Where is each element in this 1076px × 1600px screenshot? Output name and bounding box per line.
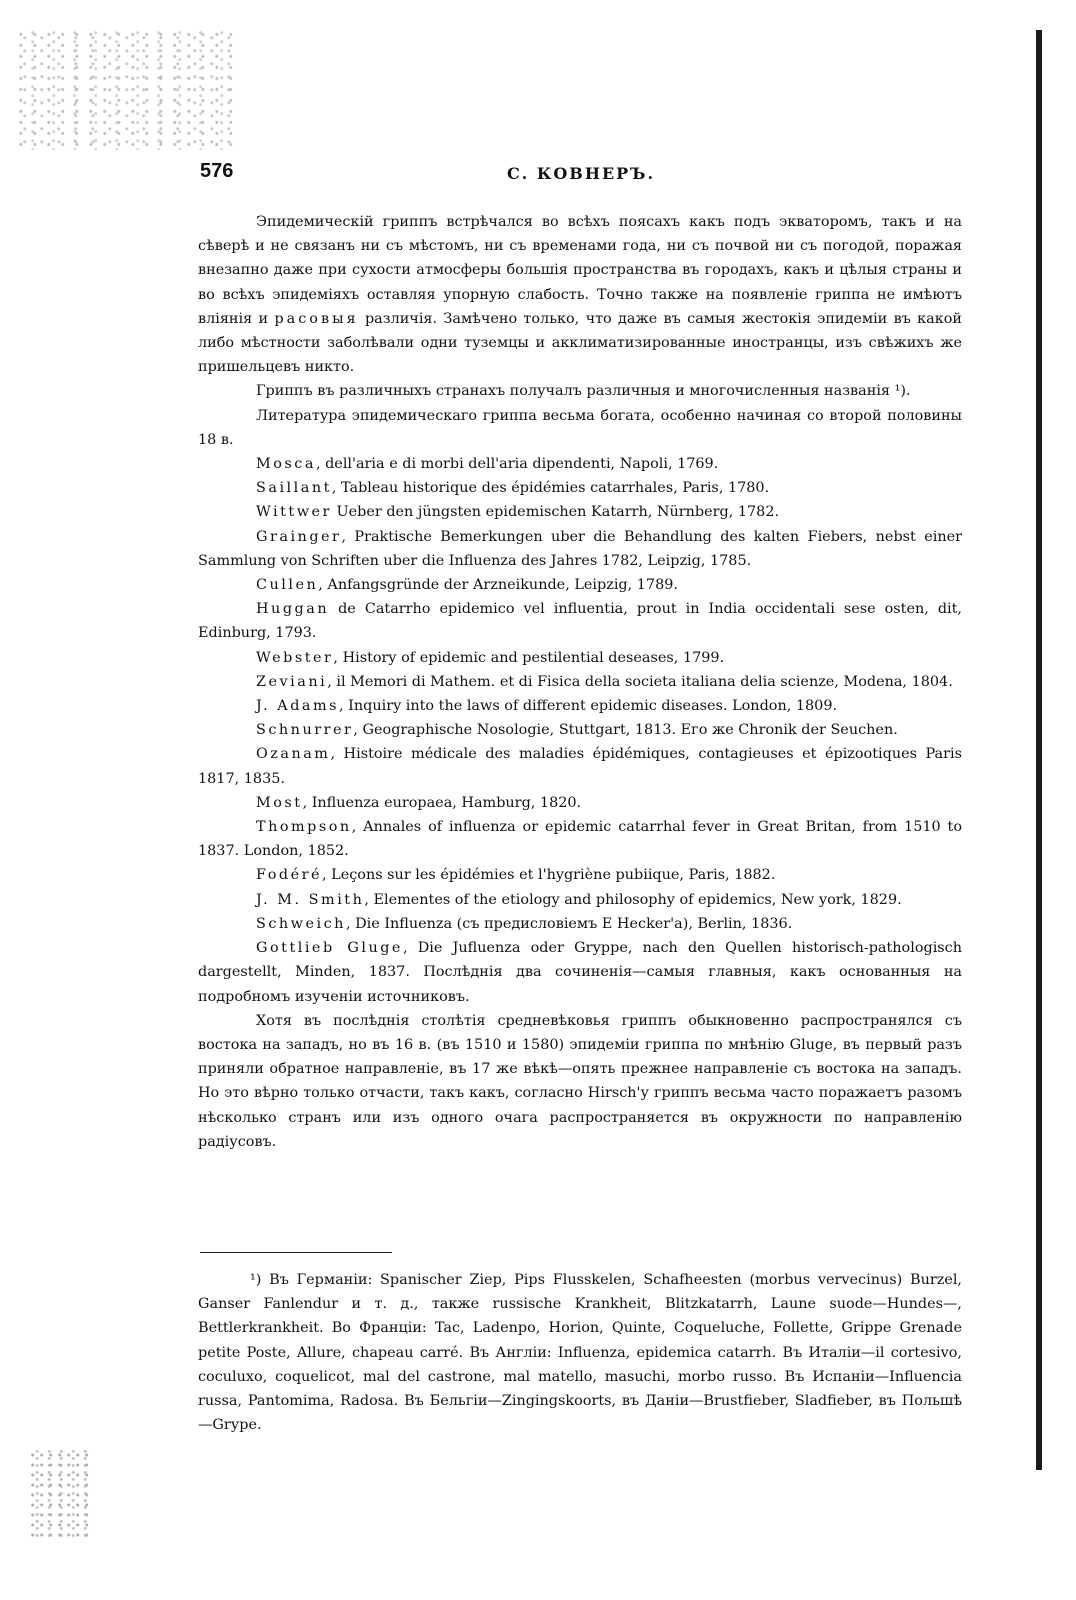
- paragraph-1-text: Эпидемическiй гриппъ встрѣчался во всѣхъ поясахъ какъ подъ экваторомъ, такъ и на сѣверѣ и не связанъ ни съ мѣстомъ, ни съ временами года, ни съ почвой ни съ погодой, поражая внезапно даже при сухости атмосферы большiя пространства въ городахъ, какъ и цѣлыя страны и во всѣхъ эпидемiяхъ оставляя упорную слабость. Точно также на появленiе гриппа не имѣютъ влiянiя и: [198, 214, 962, 327]
- reference-item: [198, 573, 962, 597]
- reference-item: [198, 912, 962, 936]
- reference-author: Cullen: [256, 577, 319, 594]
- reference-item: [198, 500, 962, 524]
- paragraph-2: Гриппъ въ различныхъ странахъ получалъ различныя и многочисленныя названiя ¹).: [256, 383, 911, 400]
- reference-author: Gottlieb Gluge: [256, 940, 403, 957]
- reference-text: de Catarrho epidemico vel influentia, prout in India occidentali sese osten, dit, Edinburg, 1793.: [198, 601, 962, 642]
- reference-author: Wittwer: [256, 504, 332, 521]
- reference-text: , Annales of influenza or epidemic catarrhal fever in Great Britan, from 1510 to 1837. London, 1852.: [198, 819, 962, 860]
- reference-author: Grainger: [256, 528, 342, 545]
- reference-item: [198, 863, 962, 887]
- paragraph-1-tail: различiя. Замѣчено только, что даже въ самыя жестокiя эпидемiи въ какой либо мѣстности заболѣвали одни туземцы и акклиматизированные иностранцы, изъ свѣжихъ же пришельцевъ никто.: [198, 310, 962, 376]
- paragraph-3: Литература эпидемическаго гриппа весьма богата, особенно начиная со второй половины 18 в.: [198, 407, 962, 448]
- reference-text: , Inquiry into the laws of different epidemic diseases. London, 1809.: [339, 698, 838, 715]
- reference-author: Ozanam: [256, 746, 331, 763]
- reference-text: , Histoire médicale des maladies épidémiques, contagieuses et épizootiques Paris 1817, 1835.: [198, 746, 962, 787]
- reference-author: Mosca: [256, 456, 316, 473]
- reference-author: Zeviani: [256, 673, 328, 690]
- running-head: С. КОВНЕРЪ.: [506, 164, 656, 183]
- scan-speckle-top: [18, 30, 238, 150]
- reference-text: , Tableau historique des épidémies catarrhales, Paris, 1780.: [331, 480, 770, 497]
- reference-text: , Praktische Bemerkungen uber die Behandlung des kalten Fiebers, nebst einer Sammlung von Schriften uber die Influenza des Jahres 1782, Leipzig, 1785.: [198, 528, 962, 569]
- reference-author: Webster: [256, 649, 334, 666]
- reference-text: , Leçons sur les épidémies et l'hygriène pubiique, Paris, 1882.: [322, 867, 776, 884]
- paragraph-4: Хотя въ послѣднiя столѣтiя средневѣковья гриппъ обыкновенно распространялся съ востока на западъ, но въ 16 в. (въ 1510 и 1580) эпидемiи гриппа по мнѣнiю Gluge, въ первый разъ приняли обратное направленiе, въ 17 же вѣкѣ—опять прежнее направленiе съ востока на западъ. Но это вѣрно только отчасти, такъ какъ, согласно Hirsch'у гриппъ весьма часто поражаетъ разомъ нѣсколько странъ или изъ одного очага распространяется въ окружности по направленiю радiусовъ.: [198, 1012, 962, 1150]
- reference-text: , History of epidemic and pestilential deseases, 1799.: [333, 649, 725, 666]
- footnote-rule: [200, 1252, 392, 1253]
- reference-item: [198, 476, 962, 500]
- reference-text: , Anfangsgründe der Arzneikunde, Leipzig, 1789.: [318, 577, 678, 594]
- reference-item: [198, 452, 962, 476]
- reference-item: [198, 718, 962, 742]
- reference-author: Thompson: [256, 819, 352, 836]
- reference-author: Saillant: [256, 480, 332, 497]
- reference-author: Huggan: [256, 601, 330, 618]
- footnote-1: ¹) Въ Германiи: Spanischer Ziep, Pips Flusskelen, Schafheesten (morbus vervecinus) Burzel, Ganser Fanlendur и т. д., также russische Krankheit, Blitzkatarrh, Laune suode—Hundes—, Bettlerkrankheit. Во Францiи: Tac, Ladenpo, Horion, Quinte, Coqueluche, Follette, Grippe Grenade petite Poste, Allure, chapeau carré. Въ Англiи: Influenza, epidemica catarrh. Въ Италiи—il cortesivo, coculuxo, coquelicot, mal del castrone, mal matello, masuchi, morbo russo. Въ Испанiи—Influencia russa, Pantomima, Radosa. Въ Бельгiи—Zingingskoorts, въ Данiи—Brustfieber, Sladfieber, въ Польшѣ—Grуpe.: [198, 1272, 962, 1434]
- page-header: [200, 160, 962, 192]
- reference-item: [198, 936, 962, 1009]
- reference-author: Most: [256, 794, 303, 811]
- reference-text: , Elementes of the etiology and philosophy of epidemics, New york, 1829.: [364, 891, 902, 908]
- scan-speckle-bottom: [30, 1450, 90, 1540]
- reference-item: [198, 815, 962, 863]
- reference-author: Schweich: [256, 915, 346, 932]
- reference-text: , il Memori di Mathem. et di Fisica della societa italiana delia scienze, Modena, 1804.: [327, 673, 953, 690]
- paragraph-1: [198, 210, 962, 379]
- reference-item: [198, 646, 962, 670]
- reference-item: [198, 525, 962, 573]
- page-number: 576: [200, 160, 234, 182]
- reference-text: , Geographische Nosologie, Stuttgart, 1813. Его же Chronik der Seuchen.: [353, 722, 898, 739]
- reference-text: Ueber den jüngsten epidemischen Katarrh, Nürnberg, 1782.: [331, 504, 780, 521]
- body-text: [198, 210, 962, 1154]
- reference-author: J. M. Smith: [256, 891, 365, 908]
- reference-item: [198, 742, 962, 790]
- reference-text: , Die Influenza (съ предисловiемъ E Hecker'а), Berlin, 1836.: [345, 915, 793, 932]
- reference-author: Schnurrer: [256, 722, 354, 739]
- reference-item: [198, 670, 962, 694]
- reference-item: [198, 791, 962, 815]
- reference-item: [198, 888, 962, 912]
- reference-list: [198, 452, 962, 1009]
- scan-gutter-edge: [1036, 30, 1042, 1470]
- reference-author: J. Adams: [256, 698, 340, 715]
- reference-text: , Influenza europaea, Hamburg, 1820.: [302, 794, 582, 811]
- reference-author: Fodéré: [256, 867, 322, 884]
- paragraph-1-spaced-word: расовыя: [274, 310, 359, 327]
- reference-item: [198, 597, 962, 645]
- reference-text: , Die Jufluenza oder Grуppe, nach den Quellen historisch-pathologisch dargestellt, Minden, 1837. Послѣднiя два сочиненiя—самыя главныя, какъ основанныя на подробномъ изученiи источниковъ.: [198, 940, 963, 1005]
- reference-item: [198, 694, 962, 718]
- reference-text: , dell'aria e di morbi dell'aria dipendenti, Napoli, 1769.: [315, 456, 719, 473]
- footnotes: [198, 1268, 962, 1437]
